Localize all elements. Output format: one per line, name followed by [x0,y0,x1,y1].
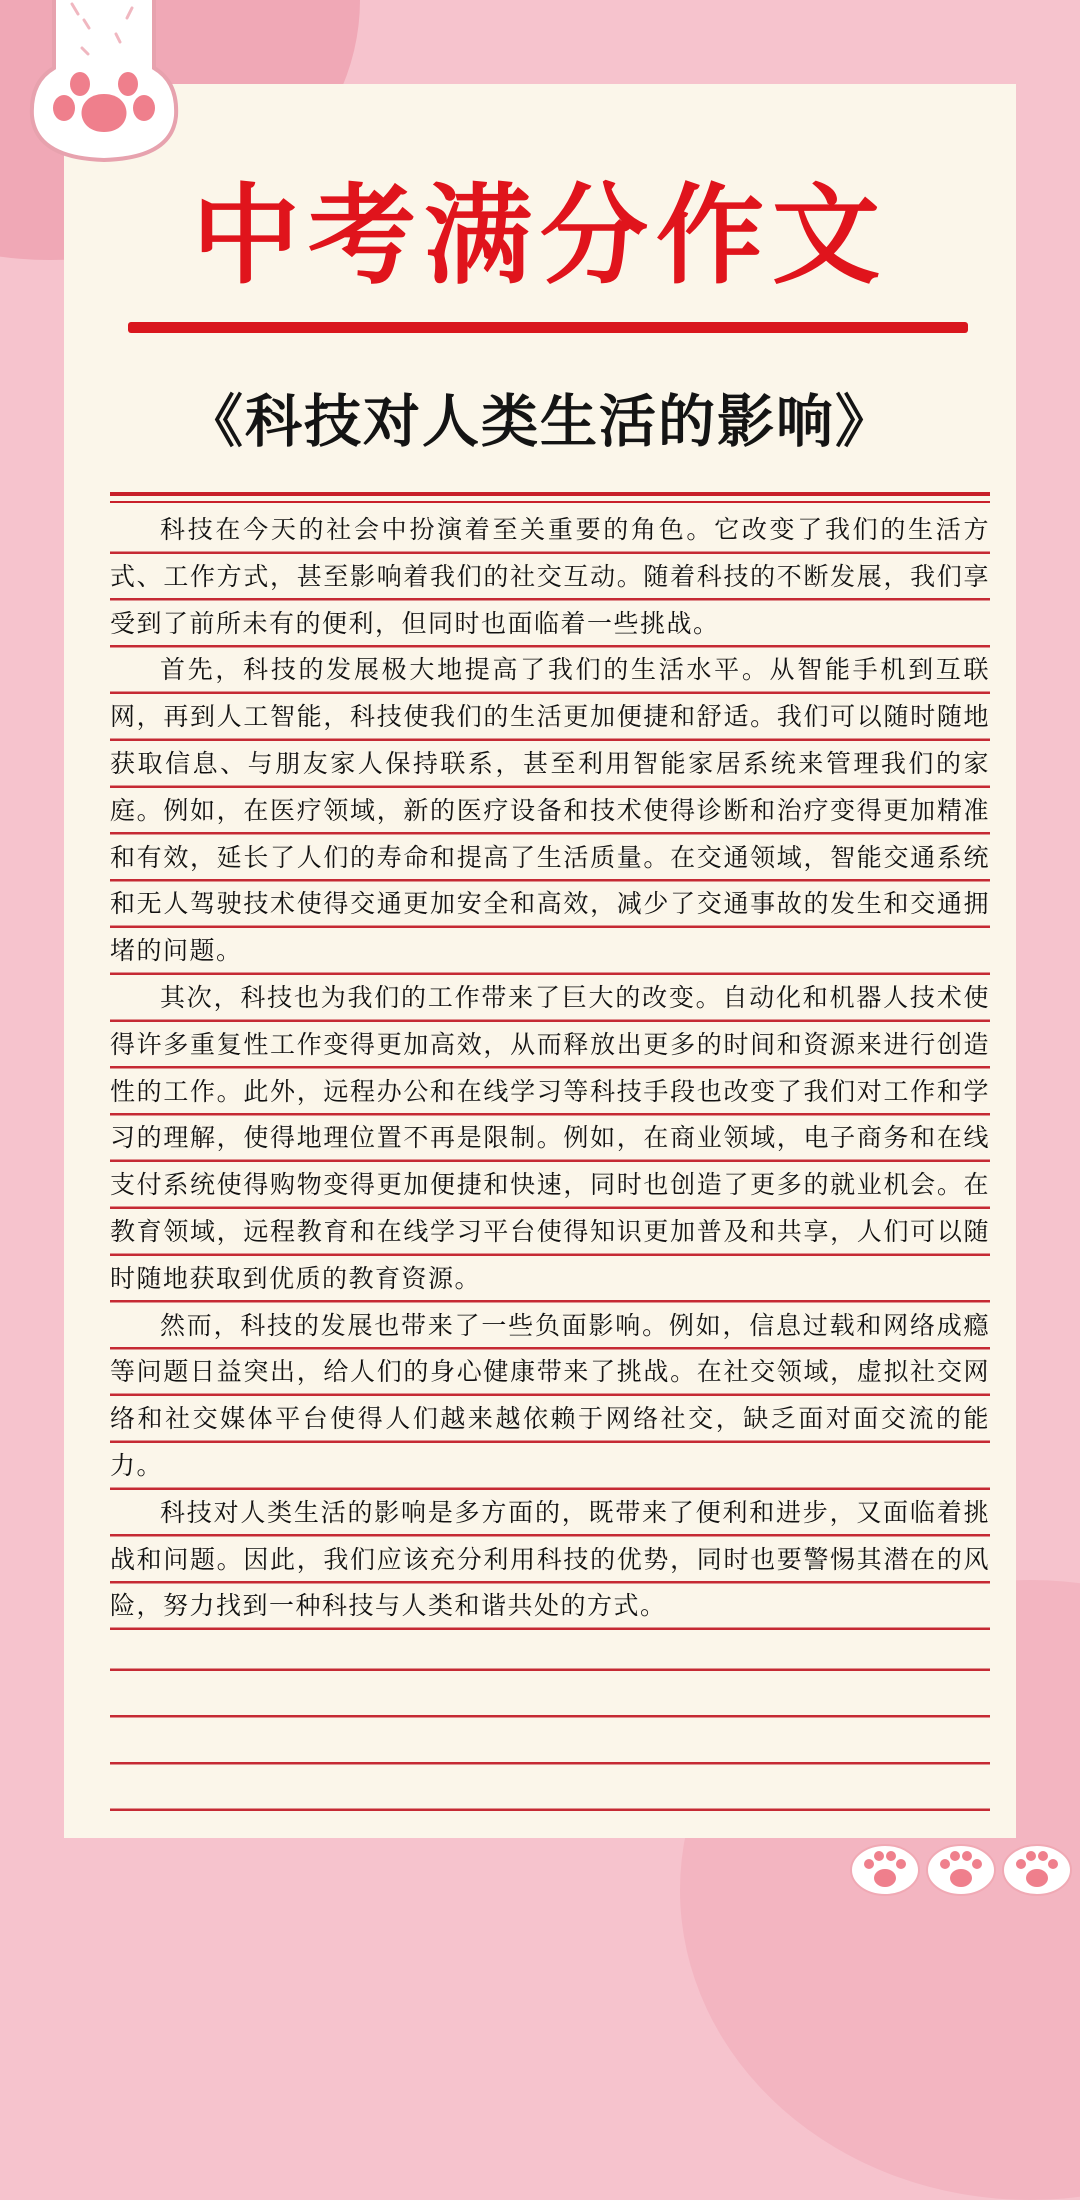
essay-paragraph-5: 科技对人类生活的影响是多方面的，既带来了便利和进步，又面临着挑战和问题。因此，我们应该充分利用科技的优势，同时也要警惕其潜在的风险，努力找到一种科技与人类和谐共处的方式。 [110,1497,990,1621]
title-rule-thin [110,501,990,503]
paw-print-icon [924,1836,998,1896]
blank-ruled-lines [110,1624,990,1811]
essay-body [110,507,990,1630]
paw-print-icon [1000,1836,1074,1896]
essay-paragraph-2: 首先，科技的发展极大地提高了我们的生活水平。从智能手机到互联网，再到人工智能，科技使我们的生活更加便捷和舒适。我们可以随时随地获取信息、与朋友家人保持联系，甚至利用智能家居系统来管理我们的家庭。例如，在医疗领域，新的医疗设备和技术使得诊断和治疗变得更加精准和有效，延长了人们的寿命和提高了生活质量。在交通领域，智能交通系统和无人驾驶技术使得交通更加安全和高效，减少了交通事故的发生和交通拥堵的问题。 [110,655,990,966]
title-underline [128,322,968,333]
cat-paw-icon [12,0,202,170]
essay-paragraph-1: 科技在今天的社会中扮演着至关重要的角色。它改变了我们的生活方式、工作方式，甚至影响着我们的社交互动。随着科技的不断发展，我们享受到了前所未有的便利，但同时也面临着一些挑战。 [110,515,990,638]
title-rule-thick [110,492,990,496]
page-title: 中考满分作文 [191,174,888,299]
essay-paragraph-3: 其次，科技也为我们的工作带来了巨大的改变。自动化和机器人技术使得许多重复性工作变得更加高效，从而释放出更多的时间和资源来进行创造性的工作。此外，远程办公和在线学习等科技手段也改变了我们对工作和学习的理解，使得地理位置不再是限制。例如，在商业领域，电子商务和在线支付系统使得购物变得更加便捷和快速，同时也创造了更多的就业机会。在教育领域，远程教育和在线学习平台使得知识更加普及和共享，人们可以随时随地获取到优质的教育资源。 [110,982,990,1293]
essay-paragraph-4: 然而，科技的发展也带来了一些负面影响。例如，信息过载和网络成瘾等问题日益突出，给人们的身心健康带来了挑战。在社交领域，虚拟社交网络和社交媒体平台使得人们越来越依赖于网络社交，缺乏面对面交流的能力。 [110,1310,990,1480]
essay-title: 《科技对人类生活的影响》 [186,389,894,455]
paw-print-icon [848,1836,922,1896]
